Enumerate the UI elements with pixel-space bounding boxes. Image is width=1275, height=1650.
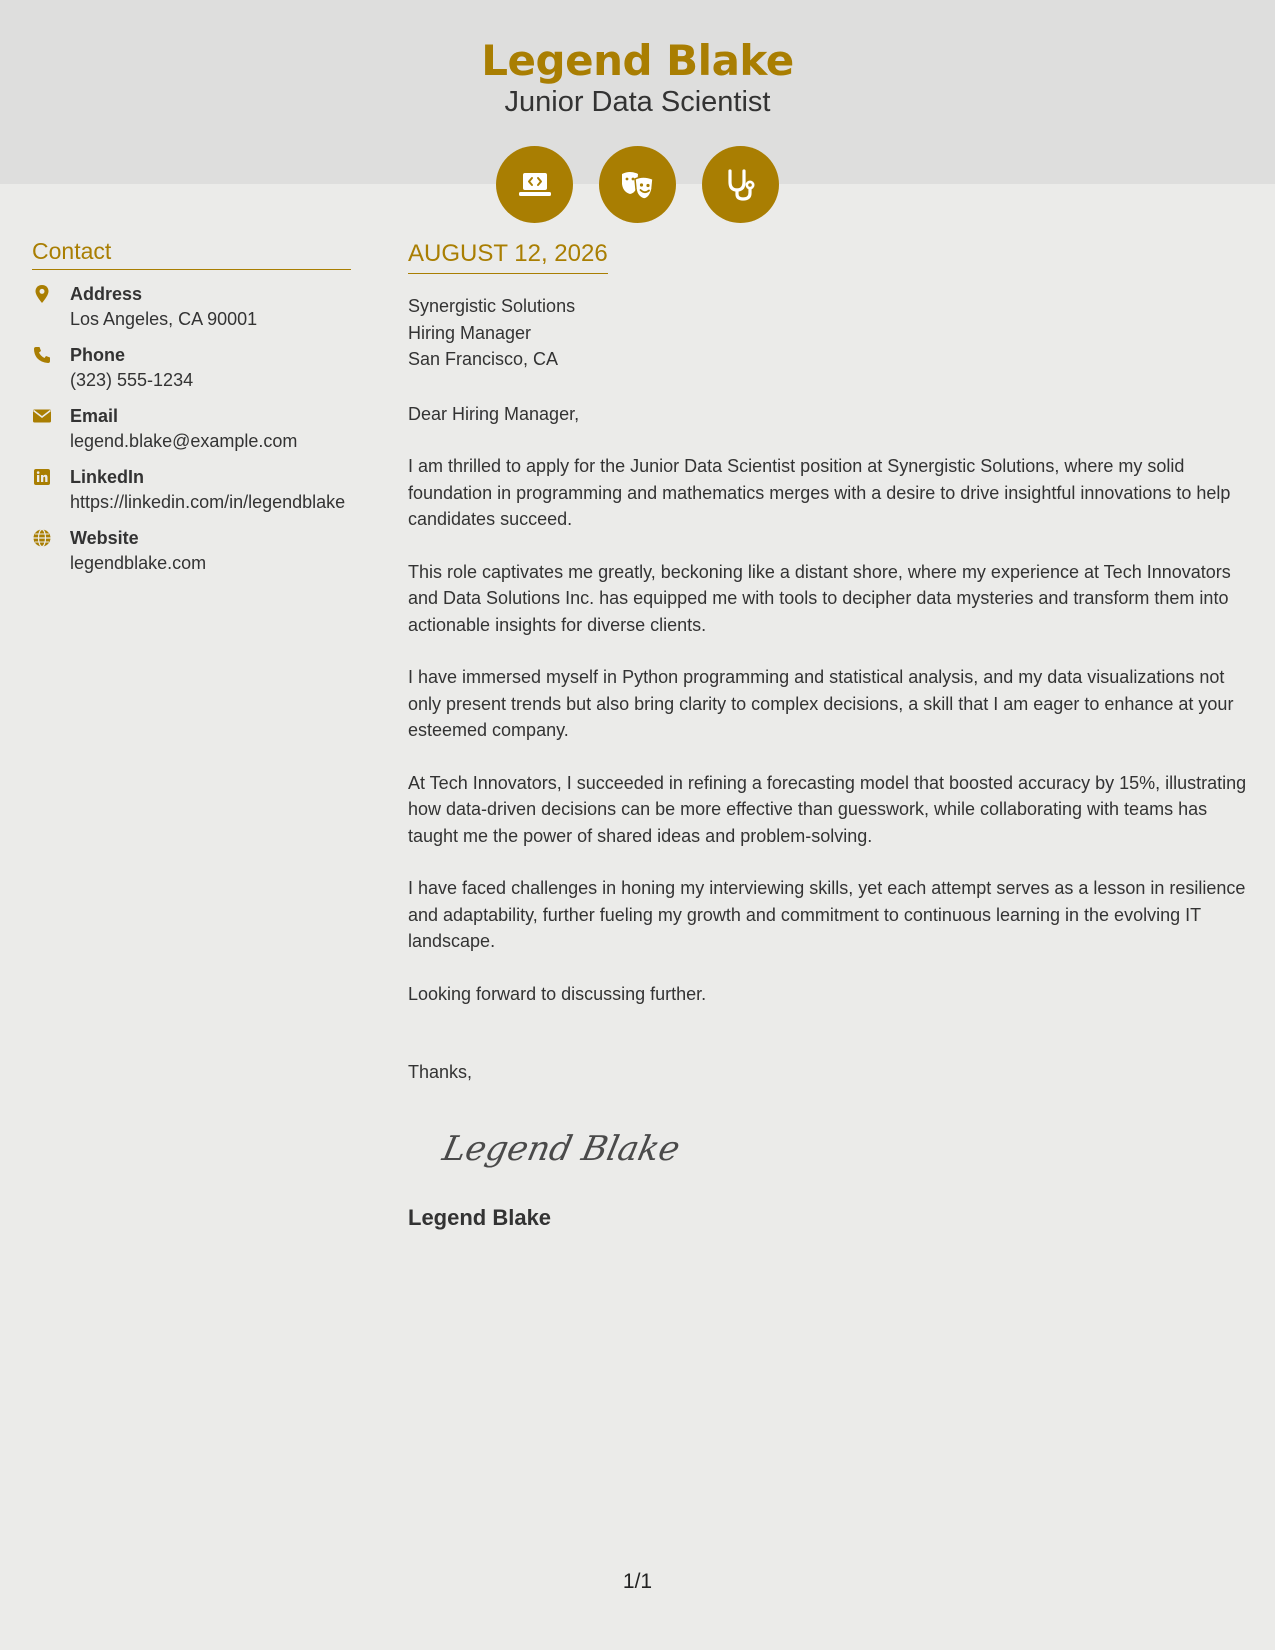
paragraph: I have faced challenges in honing my interviewing skills, yet each attempt serves as a lesson in resilience and adaptability, further fueling my growth and commitment to continuous learning in the evolving IT landscape.: [408, 878, 1246, 951]
recipient-title: Hiring Manager: [408, 322, 532, 343]
paragraph: Looking forward to discussing further.: [408, 983, 707, 1004]
website-label: Website: [70, 528, 139, 548]
map-marker-icon: [32, 282, 70, 332]
stethoscope-icon: [702, 146, 779, 223]
contact-email: [32, 404, 351, 454]
paragraph: I have immersed myself in Python programming and statistical analysis, and my data visualizations not only present trends but also bring clarity to complex decisions, a skill that I am eager to enhance at your esteemed company.: [408, 667, 1234, 740]
contact-sidebar: [32, 238, 351, 587]
interest-icons: [496, 146, 779, 223]
recipient-company: Synergistic Solutions: [408, 296, 576, 316]
letter-body: [408, 240, 1253, 1231]
website-value[interactable]: legendblake.com: [70, 553, 207, 573]
phone-icon: [32, 343, 70, 393]
laptop-code-icon: [496, 146, 573, 223]
handwritten-signature: [438, 1118, 684, 1178]
contact-website: [32, 526, 351, 576]
recipient-block: [408, 293, 1253, 373]
linkedin-label: LinkedIn: [70, 467, 145, 487]
email-label: Email: [70, 406, 119, 426]
phone-value: (323) 555-1234: [70, 370, 194, 390]
svg-text:Legend Blake: Legend Blake: [439, 1128, 684, 1169]
letter-date: AUGUST 12, 2026: [408, 240, 608, 274]
paragraph: At Tech Innovators, I succeeded in refining a forecasting model that boosted accuracy by 15%, illustrating how data-driven decisions can be more effective than guesswork, while collaborating with teams has taught me the power of shared ideas and problem-solving.: [408, 772, 1247, 846]
phone-label: Phone: [70, 345, 126, 365]
globe-icon: [32, 526, 70, 576]
address-value: Los Angeles, CA 90001: [70, 309, 258, 329]
contact-phone: [32, 343, 351, 393]
paragraph: This role captivates me greatly, beckoning like a distant shore, where my experience at Tech Innovators and Data Solutions Inc. has equipped me with tools to decipher data mysteries and transform them into actionable insights for diverse clients.: [408, 561, 1231, 635]
signed-name: Legend Blake: [408, 1204, 552, 1230]
contact-address: [32, 282, 351, 332]
linkedin-icon: [32, 465, 70, 515]
paragraph: I am thrilled to apply for the Junior Data Scientist position at Synergistic Solutions, where my solid foundation in programming and mathematics merges with a desire to drive insightful innovations to help candidates succeed.: [408, 456, 1231, 529]
address-label: Address: [70, 284, 143, 304]
recipient-location: San Francisco, CA: [408, 349, 559, 369]
applicant-name: Legend Blake: [481, 36, 794, 85]
contact-heading: Contact: [32, 238, 351, 270]
theater-masks-icon: [599, 146, 676, 223]
envelope-icon: [32, 404, 70, 454]
email-value: legend.blake@example.com: [70, 431, 298, 451]
closing: Thanks,: [408, 1062, 473, 1082]
page-number: 1/1: [622, 1570, 653, 1593]
salutation: Dear Hiring Manager,: [408, 403, 580, 424]
contact-linkedin: [32, 465, 351, 515]
job-title: Junior Data Scientist: [504, 86, 771, 118]
linkedin-value[interactable]: https://linkedin.com/in/legendblake: [70, 492, 346, 512]
